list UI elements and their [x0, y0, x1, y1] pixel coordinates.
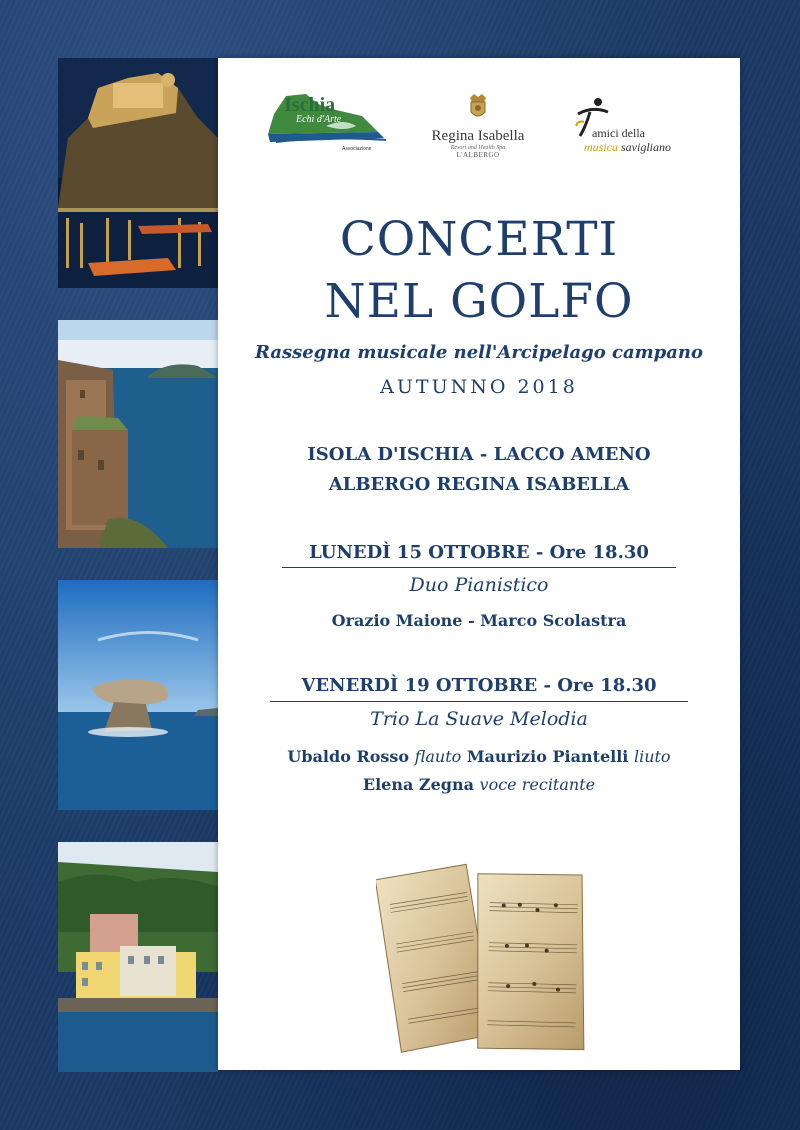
location-line-2: ALBERGO REGINA ISABELLA [328, 474, 630, 495]
title-line-1: CONCERTI [339, 212, 619, 267]
regina-logo-albergo: L'ALBERGO [456, 151, 500, 159]
amici-logo-musica: musica [584, 140, 618, 154]
ischia-logo-name: Ischia [284, 94, 336, 116]
photo-lacco-ameno [58, 842, 218, 1072]
fungo-rock-image [58, 580, 218, 810]
performer-role-flauto: flauto [414, 747, 462, 766]
event-1-ensemble: Duo Pianistico [409, 574, 549, 596]
amici-musica-logo [572, 96, 702, 156]
location-line-1: ISOLA D'ISCHIA - LACCO AMENO [307, 444, 651, 465]
castle-night-image [58, 58, 218, 288]
amici-logo-savigliano: savigliano [621, 140, 671, 154]
event-2-performers-line-2 [218, 775, 740, 794]
sheet-music-icon [376, 860, 602, 1056]
event-2-performers-line-1 [218, 747, 740, 766]
season: AUTUNNO 2018 [380, 376, 578, 398]
poster-panel [218, 58, 740, 1070]
photo-fungo-rock [58, 580, 218, 810]
title-line-2: NEL GOLFO [324, 274, 634, 329]
event-2-date: VENERDÌ 19 OTTOBRE - Ore 18.30 [301, 675, 657, 696]
performer-ubaldo-rosso: Ubaldo Rosso [287, 747, 410, 766]
regina-logo-name: Regina Isabella [431, 128, 525, 144]
amici-logo-line2 [584, 140, 671, 155]
performer-elena-zegna: Elena Zegna [362, 775, 474, 794]
regina-isabella-logo [430, 92, 526, 164]
ischia-logo-assoc: Associazione [342, 146, 372, 152]
ischia-logo-sub: Echi d'Arte [296, 114, 342, 125]
coast-tower-image [58, 320, 218, 548]
performer-role-voce-recitante: voce recitante [479, 775, 596, 794]
regina-logo-sub: Resort and Health Spa [450, 145, 506, 151]
photo-coast-tower [58, 320, 218, 548]
event-2-ensemble: Trio La Suave Melodia [370, 708, 588, 730]
performer-role-liuto: liuto [633, 747, 671, 766]
event-2-divider [270, 701, 688, 702]
event-1-date: LUNEDÌ 15 OTTOBRE - Ore 18.30 [309, 542, 649, 563]
performer-maurizio-piantelli: Maurizio Piantelli [466, 747, 629, 766]
ischia-echi-darte-logo [266, 92, 388, 156]
subtitle: Rassegna musicale nell'Arcipelago campano [254, 342, 704, 363]
photo-castle-night [58, 58, 218, 288]
amici-logo-line1: amici della [592, 126, 645, 140]
lacco-ameno-image [58, 842, 218, 1072]
event-1-performers: Orazio Maione - Marco Scolastra [331, 611, 627, 630]
crest-icon [466, 92, 490, 122]
event-1-divider [282, 567, 676, 568]
